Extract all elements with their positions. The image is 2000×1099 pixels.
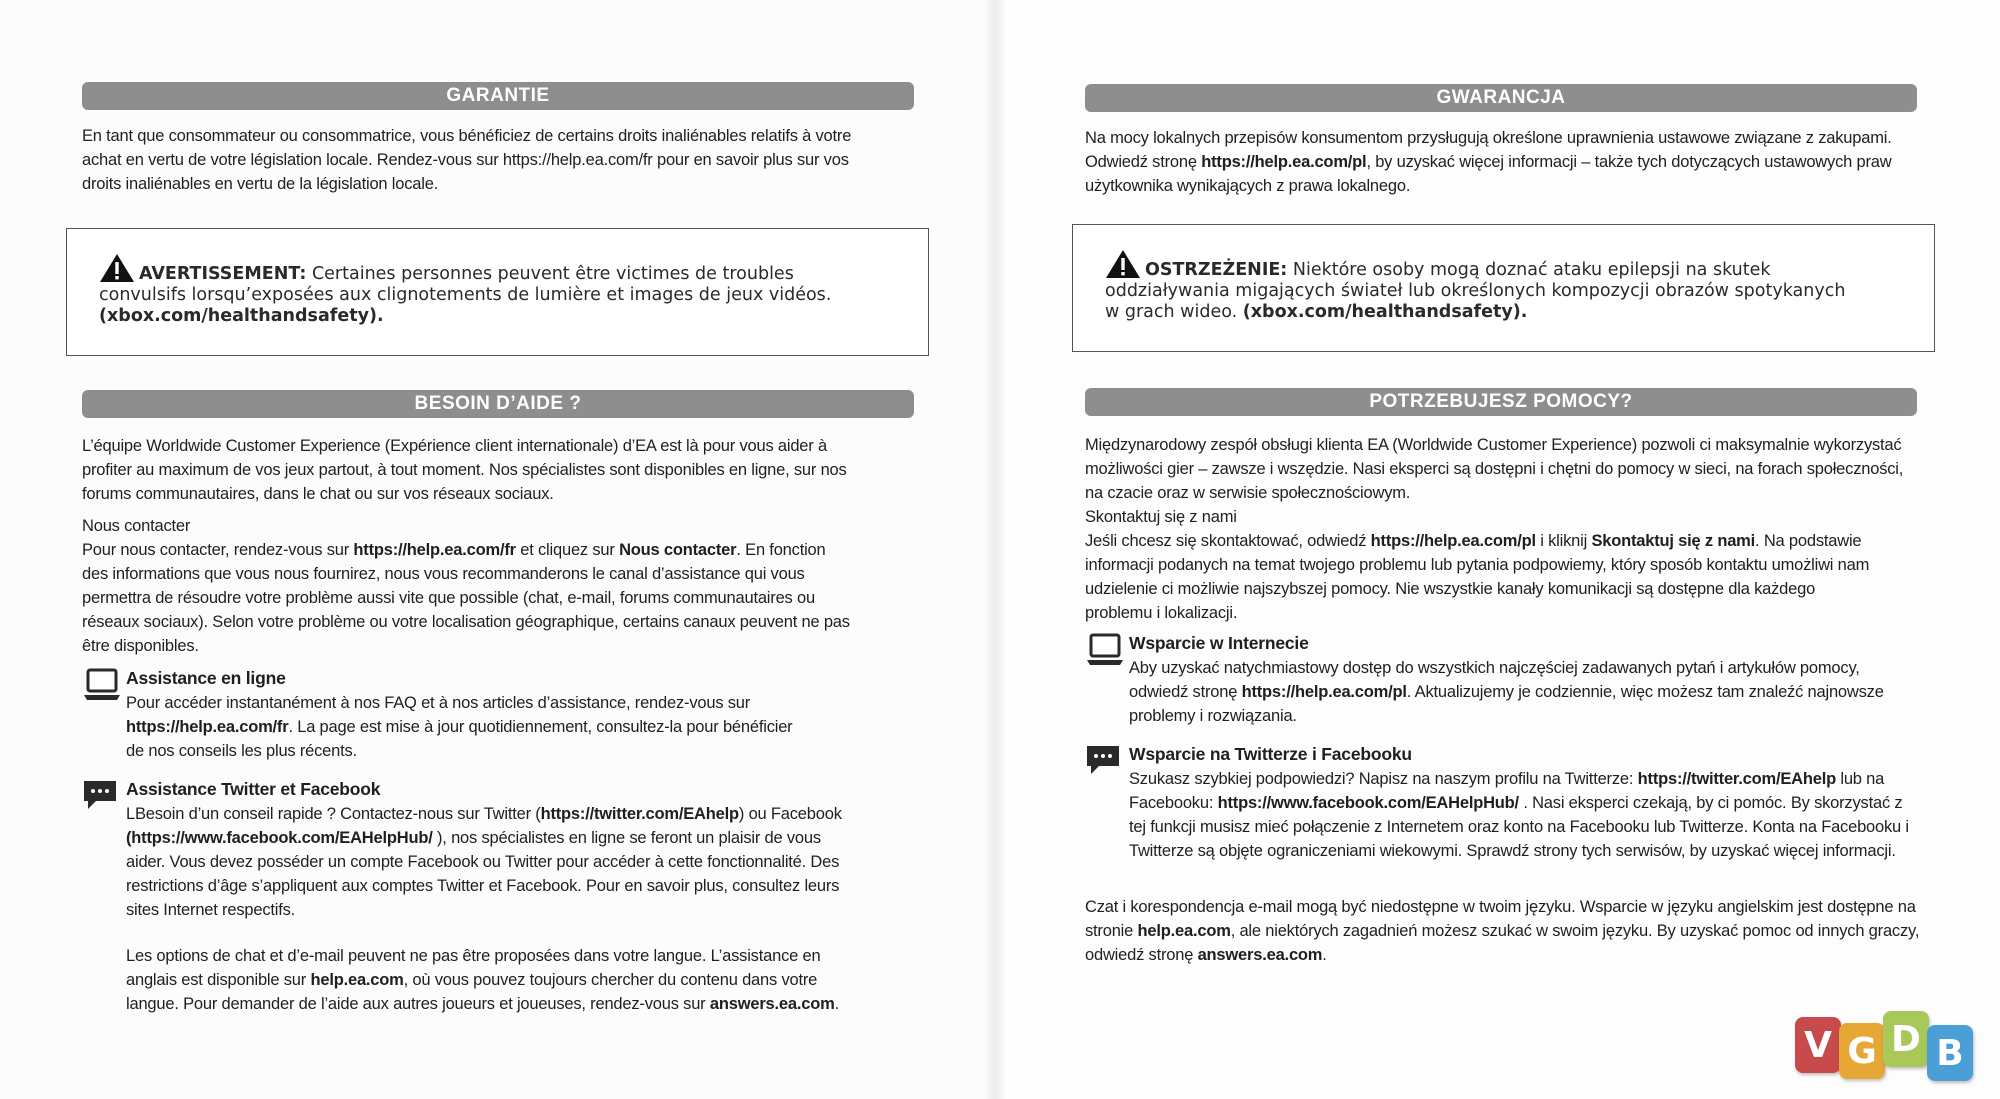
text-line: Pour accéder instantanément à nos FAQ et à nos articles d’assistance, rendez-vous sur (126, 694, 751, 712)
text-line (126, 992, 922, 1016)
text-line: profiter au maximum de vos jeux partout, à tout moment. Nos spécialistes sont disponibles en ligne, sur nos (82, 461, 847, 479)
section-title: BESOIN D’AIDE ? (414, 393, 582, 414)
warning-text: Niektóre osoby mogą doznać ataku epilepsji na skutek (1287, 260, 1771, 280)
section-title: GWARANCJA (1436, 87, 1566, 108)
text-line (1129, 680, 1935, 704)
text-line (126, 715, 922, 739)
text-fragment: , ale niektórych zagadnień możesz szukać w swoim języku. By uzyskać pomoc od innych graczy, (1230, 922, 1920, 940)
social-support-block (1085, 741, 1935, 863)
text-fragment: ) ou Facebook (738, 805, 842, 823)
facebook-link[interactable]: (https://www.facebook.com/EAHelpHub/ (126, 829, 433, 847)
text-fragment: . Nasi eksperci czekają, by ci pomóc. By skorzystać z (1518, 794, 1903, 812)
text-line: L’équipe Worldwide Customer Experience (Expérience client internationale) d’EA est là pour vous aider à (82, 437, 827, 455)
text-line: Międzynarodowy zespół obsługi klienta EA (Worldwide Customer Experience) pozwoli ci maksymalnie wykorzystać (1085, 436, 1902, 454)
online-support-title: Assistance en ligne (126, 668, 286, 688)
social-support-block (82, 776, 922, 1016)
help-site-link[interactable]: help.ea.com (1137, 922, 1231, 940)
warning-box-polish (1072, 224, 1935, 352)
text-fragment: , by uzyskać więcej informacji – także tych dotyczących ustawowych praw (1366, 153, 1892, 171)
warning-triangle-icon (99, 253, 135, 283)
warning-box-french (66, 228, 929, 356)
text-fragment: ), nos spécialistes en ligne se feront un plaisir de vous (432, 829, 821, 847)
text-fragment: langue. Pour demander de l’aide aux autres joueurs et joueuses, rendez-vous sur (126, 995, 710, 1013)
warning-triangle-icon (1105, 249, 1141, 279)
section-header-besoin-aide (82, 390, 914, 418)
text-line (126, 826, 922, 850)
text-line: être disponibles. (82, 637, 199, 655)
text-line: En tant que consommateur ou consommatrice, vous bénéficiez de certains droits inaliénables relatifs à votre (82, 127, 852, 145)
text-fragment: et cliquez sur (515, 541, 620, 559)
help-link[interactable]: https://help.ea.com/pl (1201, 153, 1367, 171)
help-intro (1085, 433, 1935, 625)
text-line (1085, 943, 1935, 967)
section-header-gwarancja (1085, 84, 1917, 112)
online-support-block (1085, 630, 1935, 728)
text-line: możliwości gier – zawsze i wszędzie. Nasi eksperci są dostępni i chętni do pomocy w sieci, na forach społeczności, (1085, 460, 1904, 478)
help-site-link[interactable]: help.ea.com (310, 971, 404, 989)
text-fragment: . (1322, 946, 1327, 964)
social-support-title: Wsparcie na Twitterze i Facebooku (1129, 744, 1412, 764)
section-header-potrzebujesz-pomocy (1085, 388, 1917, 416)
text-fragment: . Aktualizujemy je codziennie, więc możesz tam znaleźć najnowsze (1406, 683, 1884, 701)
text-fragment: . La page est mise à jour quotidiennement, consultez-la pour bénéficier (288, 718, 793, 736)
help-link[interactable]: https://help.ea.com/pl (1241, 683, 1407, 701)
twitter-link[interactable]: https://twitter.com/EAhelp (1637, 770, 1836, 788)
text-line: Aby uzyskać natychmiastowy dostęp do wszystkich najczęściej zadawanych pytań i artykułów pomocy, (1129, 659, 1860, 677)
online-support-title: Wsparcie w Internecie (1129, 633, 1309, 653)
text-fragment: stronie (1085, 922, 1138, 940)
text-fragment: Pour nous contacter, rendez-vous sur (82, 541, 354, 559)
text-fragment: lub na (1835, 770, 1885, 788)
text-fragment: . En fonction (736, 541, 826, 559)
text-line: aider. Vous devez posséder un compte Facebook ou Twitter pour accéder à cette fonctionnalité. Des (126, 853, 840, 871)
text-fragment: odwiedź stronę (1129, 683, 1242, 701)
warning-text (1105, 302, 1902, 323)
section-title: GARANTIE (446, 85, 550, 106)
contact-us-label: Nous contacter (619, 541, 737, 559)
text-fragment: w grach wideo. (1105, 302, 1243, 322)
contact-us-label: Skontaktuj się z nami (1591, 532, 1756, 550)
warning-label: AVERTISSEMENT: (139, 264, 307, 284)
text-line: Na mocy lokalnych przepisów konsumentom przysługują określone uprawnienia ustawowe związane z zakupami. (1085, 129, 1892, 147)
twitter-link[interactable]: https://twitter.com/EAhelp (540, 805, 739, 823)
gwarancja-text (1085, 126, 1935, 198)
text-line: Les options de chat et d’e-mail peuvent ne pas être proposées dans votre langue. L’assistance en (126, 947, 821, 965)
chat-bubble-icon (1085, 743, 1121, 777)
warning-link[interactable]: (xbox.com/healthandsafety). (1242, 302, 1528, 322)
text-fragment: Odwiedź stronę (1085, 153, 1202, 171)
text-line: sites Internet respectifs. (126, 901, 296, 919)
page-gutter (985, 0, 1005, 1099)
online-support-block (82, 665, 922, 763)
text-line: udzielenie ci możliwie najszybszej pomocy. Nie wszystkie kanały komunikacji są dostępne dla każdego (1085, 580, 1816, 598)
text-fragment: Jeśli chcesz się skontaktować, odwiedź (1085, 532, 1371, 550)
contact-heading: Skontaktuj się z nami (1085, 508, 1237, 526)
answers-link[interactable]: answers.ea.com (709, 995, 835, 1013)
text-fragment: anglais est disponible sur (126, 971, 311, 989)
help-link[interactable]: https://help.ea.com/fr (353, 541, 516, 559)
text-line (1085, 150, 1935, 174)
warning-link[interactable]: (xbox.com/healthandsafety). (99, 306, 384, 326)
text-line: permettra de résoudre votre problème aussi vite que possible (chat, e-mail, forums communautaires ou (82, 589, 815, 607)
text-line (126, 968, 922, 992)
text-line: problemy i rozwiązania. (1129, 707, 1297, 725)
text-line: réseaux sociaux). Selon votre problème ou votre localisation géographique, certains canaux peuvent ne pas (82, 613, 850, 631)
text-line: problemu i lokalizacji. (1085, 604, 1238, 622)
text-line: forums communautaires, dans le chat ou sur vos réseaux sociaux. (82, 485, 554, 503)
help-intro (82, 434, 922, 658)
text-line: Czat i korespondencja e-mail mogą być niedostępne w twoim języku. Wsparcie w języku angielskim jest dostępne na (1085, 898, 1916, 916)
text-line: tej funkcji musisz mieć połączenie z Internetem oraz konto na Facebooku lub Twitterze. Konta na Facebooku i (1129, 818, 1909, 836)
vgdb-watermark-logo (1795, 1013, 1971, 1074)
text-line: de nos conseils les plus récents. (126, 742, 357, 760)
text-line (126, 802, 922, 826)
section-header-garantie (82, 82, 914, 110)
logo-letter: V (1795, 1017, 1841, 1073)
garantie-text (82, 124, 922, 196)
laptop-icon (1085, 632, 1125, 668)
warning-label: OSTRZEŻENIE: (1145, 260, 1288, 280)
text-fragment: odwiedź stronę (1085, 946, 1198, 964)
text-fragment: . Na podstawie (1755, 532, 1862, 550)
logo-letter: B (1927, 1025, 1973, 1081)
answers-link[interactable]: answers.ea.com (1197, 946, 1323, 964)
text-line (1085, 919, 1935, 943)
facebook-link[interactable]: https://www.facebook.com/EAHelpHub/ (1217, 794, 1519, 812)
help-link[interactable]: https://help.ea.com/fr (126, 718, 289, 736)
help-link[interactable]: https://help.ea.com/pl (1370, 532, 1536, 550)
warning-text: convulsifs lorsqu’exposées aux clignotements de lumière et images de jeux vidéos. (99, 285, 832, 305)
social-support-title: Assistance Twitter et Facebook (126, 779, 381, 799)
language-note (1085, 895, 1935, 967)
text-line (1129, 791, 1935, 815)
text-line: restrictions d’âge s’appliquent aux comptes Twitter et Facebook. Pour en savoir plus, consultez leurs (126, 877, 840, 895)
logo-letter: G (1839, 1023, 1885, 1079)
chat-bubble-icon (82, 778, 118, 812)
text-line: informacji podanych na temat twojego problemu lub pytania podpowiemy, który sposób kontaktu umożliwi nam (1085, 556, 1870, 574)
text-fragment: , où vous pouvez toujours chercher du contenu dans votre (403, 971, 818, 989)
text-fragment: . (834, 995, 839, 1013)
text-line: Twitterze są objęte ograniczeniami wiekowymi. Sprawdź strony tych serwisów, by uzyskać więcej informacji. (1129, 842, 1896, 860)
contact-line (82, 538, 922, 562)
contact-line (1085, 529, 1935, 553)
laptop-icon (82, 667, 122, 703)
text-line: na czacie oraz w serwisie społecznościowym. (1085, 484, 1411, 502)
warning-text: Certaines personnes peuvent être victimes de troubles (306, 264, 794, 284)
text-fragment: Szukasz szybkiej podpowiedzi? Napisz na naszym profilu na Twitterze: (1129, 770, 1638, 788)
text-line: droits inaliénables en vertu de la législation locale. (82, 175, 439, 193)
text-fragment: LBesoin d’un conseil rapide ? Contactez-nous sur Twitter ( (126, 805, 541, 823)
warning-text: oddziaływania migających świateł lub określonych kompozycji obrazów spotykanych (1105, 281, 1846, 301)
logo-letter: D (1883, 1011, 1929, 1067)
contact-heading: Nous contacter (82, 517, 191, 535)
text-fragment: i kliknij (1535, 532, 1592, 550)
section-title: POTRZEBUJESZ POMOCY? (1369, 391, 1633, 412)
text-fragment: Facebooku: (1129, 794, 1218, 812)
text-line: achat en vertu de votre législation locale. Rendez-vous sur https://help.ea.com/fr pour en savoir plus sur vos (82, 151, 849, 169)
text-line: des informations que vous nous fournirez, nous vous recommanderons le canal d’assistance qui vous (82, 565, 805, 583)
text-line: użytkownika wynikających z prawa lokalnego. (1085, 177, 1411, 195)
text-line (1129, 767, 1935, 791)
